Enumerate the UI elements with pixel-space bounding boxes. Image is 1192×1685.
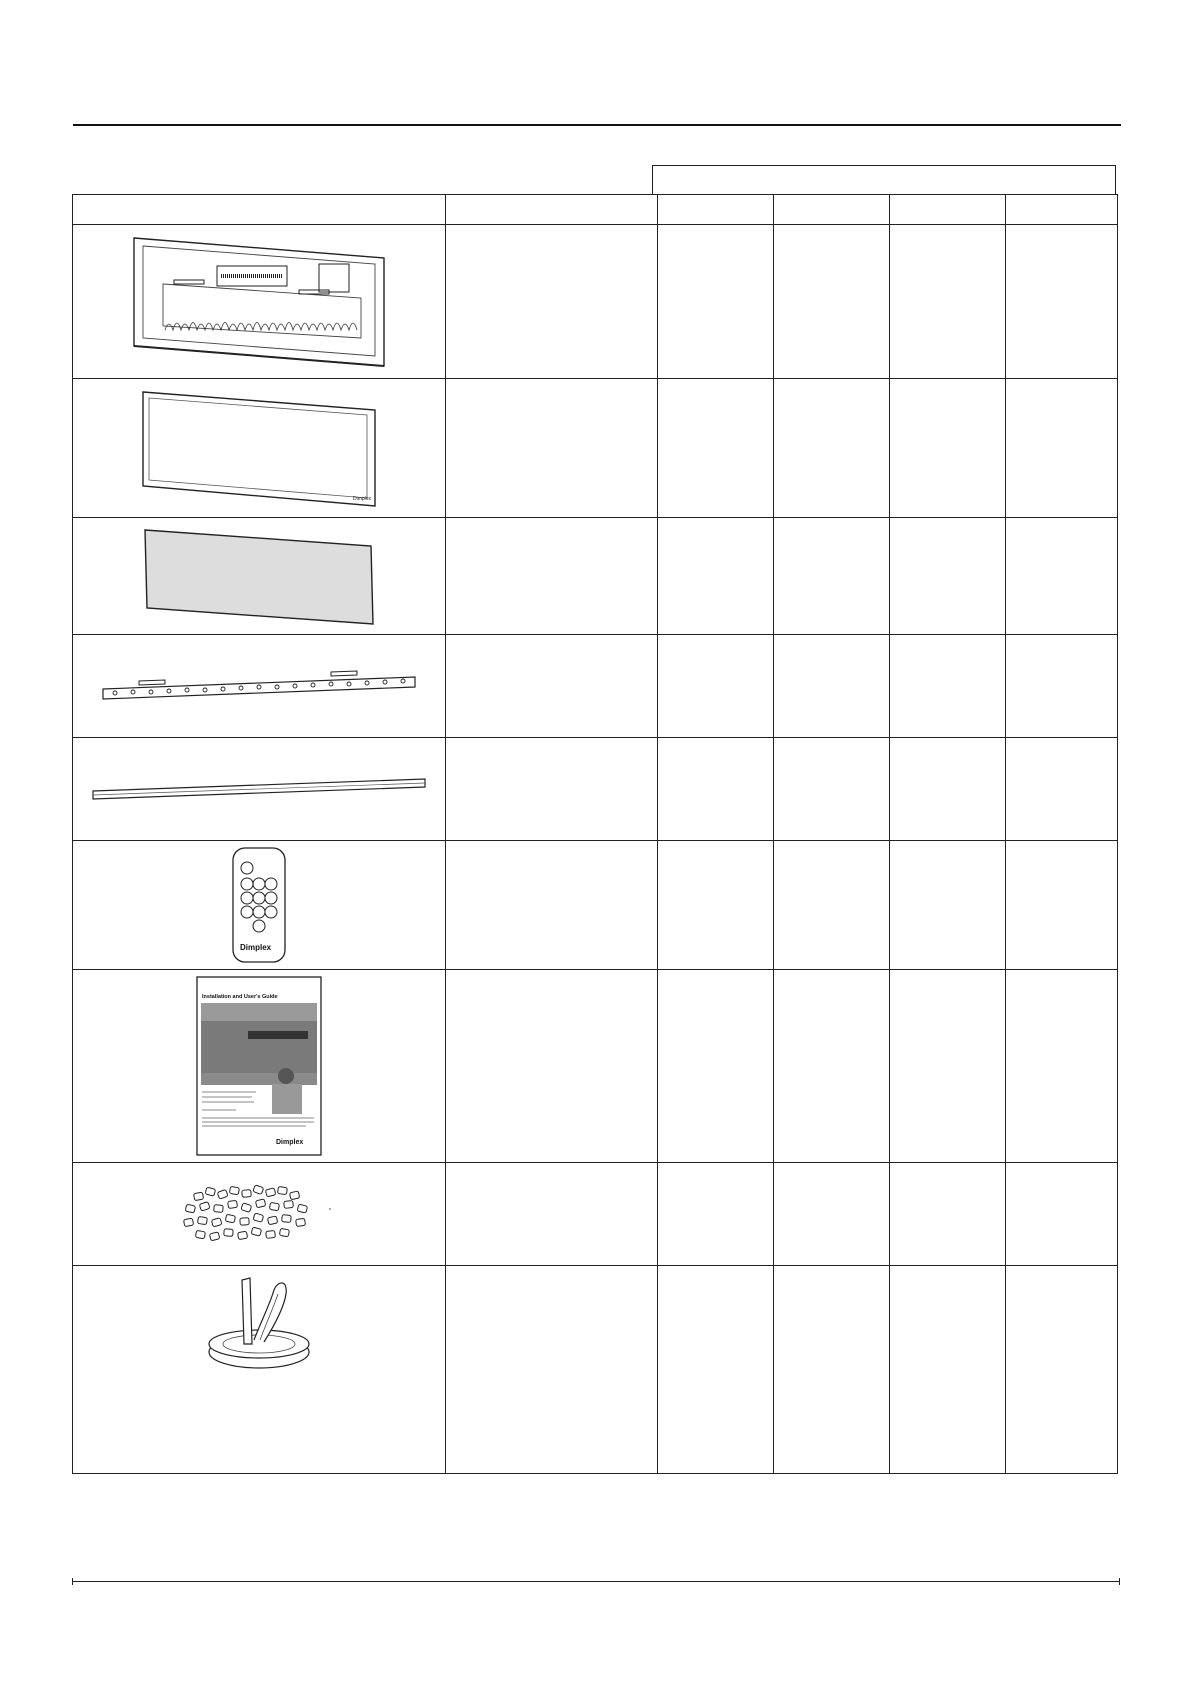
booklet-brand: Dimplex	[276, 1139, 304, 1146]
mounting-bracket-icon	[99, 661, 419, 711]
header-cell	[890, 195, 1006, 225]
table-row	[73, 1163, 1118, 1266]
table-row	[73, 970, 1118, 1163]
decorative-media-pebbles-icon	[174, 1179, 344, 1249]
footer-rule	[72, 1581, 1120, 1582]
header-cell	[658, 195, 774, 225]
illustration-cell	[73, 1163, 446, 1266]
illustration-cell	[73, 635, 446, 738]
support-stand-icon	[204, 1274, 314, 1374]
fireplace-insert-icon	[129, 234, 389, 369]
illustration-cell	[73, 970, 446, 1163]
header-cell	[446, 195, 658, 225]
glass-front-panel-icon	[139, 388, 379, 508]
parts-table	[72, 194, 1118, 1474]
table-header-row	[73, 195, 1118, 225]
svg-text:Dimplex: Dimplex	[353, 496, 372, 502]
table-row	[73, 518, 1118, 635]
illustration-cell	[73, 1266, 446, 1474]
column-group-header	[652, 165, 1116, 194]
illustration-cell	[73, 225, 446, 379]
header-cell	[774, 195, 890, 225]
trim-strip-icon	[89, 769, 429, 809]
table-row	[73, 635, 1118, 738]
table-row	[73, 738, 1118, 841]
remote-control-icon	[229, 846, 289, 964]
header-cell	[1006, 195, 1118, 225]
illustration-cell	[73, 738, 446, 841]
table-row	[73, 841, 1118, 970]
illustration-cell	[73, 379, 446, 518]
header-cell	[73, 195, 446, 225]
remote-brand: Dimplex	[240, 943, 272, 952]
illustration-cell	[73, 518, 446, 635]
table-row	[73, 225, 1118, 379]
back-panel-icon	[141, 526, 377, 626]
user-guide-booklet-icon	[196, 976, 322, 1156]
header-rule	[73, 124, 1121, 126]
illustration-cell	[73, 841, 446, 970]
table-row	[73, 379, 1118, 518]
booklet-title: Installation and User's Guide	[202, 994, 278, 1000]
table-row	[73, 1266, 1118, 1474]
